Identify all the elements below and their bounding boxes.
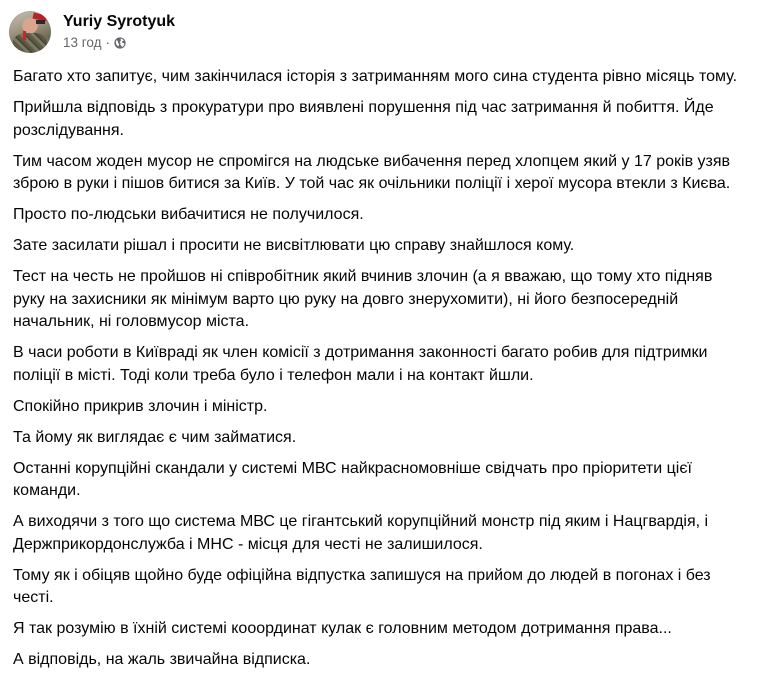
author-name[interactable]: Yuriy Syrotyuk bbox=[63, 13, 176, 30]
text-line: Я так розумію в їхній системі кооординат кулак є головним методом дотримання права... bbox=[13, 620, 672, 637]
avatar-photo-detail bbox=[23, 31, 26, 40]
text-line: А відповідь, на жаль звичайна відписка. bbox=[13, 651, 311, 668]
post-paragraph bbox=[13, 649, 768, 672]
post-paragraph bbox=[13, 235, 768, 258]
text-line: Держприкордонслужба і МНС - місця для честі не залишилося. bbox=[13, 535, 483, 553]
text-line: Прийшла відповідь з прокуратури про виявлені порушення під час затримання й побиття. Йде bbox=[13, 99, 714, 116]
avatar[interactable] bbox=[9, 11, 51, 53]
globe-icon[interactable] bbox=[114, 37, 126, 49]
text-line: Зате засилати рішал і просити не висвітлювати цю справу знайшлося кому. bbox=[13, 237, 575, 254]
text-line: А виходячи з того що система МВС це гігантський корупційний монстр під яким і Нацгвардія, і bbox=[13, 513, 709, 530]
text-line: Тест на честь не пройшов ні співробітник який вчинив злочин (а я вважаю, що тому хто підняв bbox=[13, 268, 713, 285]
post-paragraph bbox=[13, 151, 768, 196]
post-paragraph bbox=[13, 266, 768, 334]
post-paragraph bbox=[13, 396, 768, 419]
separator-dot: · bbox=[105, 35, 110, 50]
text-line: команди. bbox=[13, 482, 81, 499]
avatar-photo-body bbox=[13, 33, 47, 53]
post-paragraph bbox=[13, 565, 768, 610]
text-line: Тим часом жоден мусор не спромігся на людське вибачення перед хлопцем який у 17 років узяв bbox=[13, 152, 731, 170]
post-paragraph bbox=[13, 618, 768, 641]
post-meta bbox=[63, 12, 175, 52]
post-paragraph bbox=[13, 97, 768, 142]
text-line: Тому як і обіцяв щойно буде офіційна відпустка запишуся на прийом до людей в погонах і без bbox=[13, 566, 711, 584]
text-line: Багато хто запитує, чим закінчилася історія з затриманням мого сина студента рівно місяць тому. bbox=[13, 68, 738, 85]
post-paragraph bbox=[13, 511, 768, 556]
text-line: честі. bbox=[13, 589, 54, 606]
avatar-photo-detail bbox=[36, 20, 45, 24]
text-line: Останні корупційні скандали у системі МВС найкрасномовніше свідчать про пріоритети цієї bbox=[13, 459, 692, 477]
text-line: В часи роботи в Київраді як член комісії з дотримання законності багато робив для підтримки bbox=[13, 344, 708, 361]
text-line: поліції в місті. Тоді коли треба було і телефон мали і на контакт йшли. bbox=[13, 366, 534, 384]
text-line: руку на захисники як мінімум варто цю руку на довго знерухомити), ні його безпосередній bbox=[13, 290, 679, 308]
post-paragraph bbox=[13, 342, 768, 387]
post-timestamp[interactable]: 13 год bbox=[63, 35, 102, 50]
post-header bbox=[9, 11, 175, 53]
post-subline bbox=[63, 34, 175, 52]
text-line: зброю в руки і пішов битися за Київ. У той час як очільники поліції і херої мусора втекли з Києва. bbox=[13, 175, 731, 192]
text-line: розслідування. bbox=[13, 121, 124, 139]
text-line: Просто по-людськи вибачитися не получилося. bbox=[13, 206, 364, 223]
post-paragraph bbox=[13, 66, 768, 89]
post-paragraph bbox=[13, 458, 768, 503]
text-line: Спокійно прикрив злочин і міністр. bbox=[13, 397, 268, 415]
post-paragraph bbox=[13, 204, 768, 227]
post-paragraph bbox=[13, 427, 768, 450]
text-line: Та йому як виглядає є чим займатися. bbox=[13, 428, 297, 446]
post-body bbox=[13, 66, 768, 680]
text-line: начальник, ні головмусор міста. bbox=[13, 313, 250, 330]
